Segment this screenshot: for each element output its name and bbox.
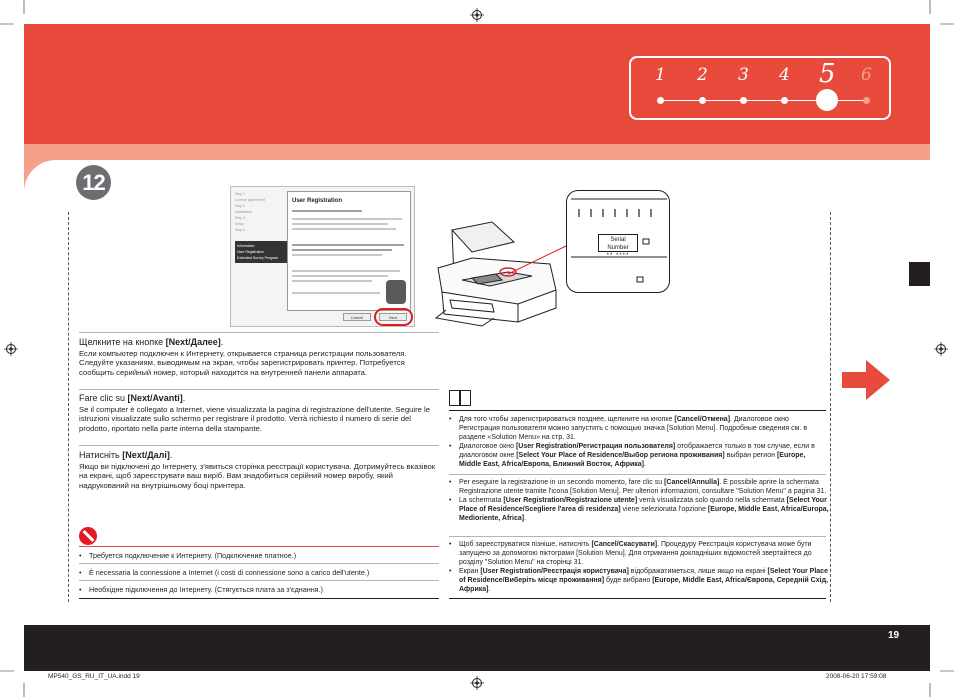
divider bbox=[79, 598, 439, 599]
footer-file-info: MP540_GS_RU_IT_UA.indd 19 bbox=[48, 673, 140, 680]
sidebar-selected-group bbox=[235, 241, 287, 263]
step-number-badge: 12 bbox=[76, 165, 111, 200]
step-5-current: 5 bbox=[819, 59, 836, 89]
footer-timestamp: 2008-06-20 17:59:08 bbox=[826, 673, 887, 680]
sidebar-item: Installation bbox=[235, 210, 252, 214]
step-4: 4 bbox=[779, 65, 790, 85]
page-number: 19 bbox=[888, 630, 900, 641]
divider bbox=[79, 546, 439, 547]
dashed-guide bbox=[68, 212, 69, 602]
blurred-text bbox=[292, 280, 372, 282]
instruction-body: Se il computer è collegato a Internet, viene visualizzata la pagina di registrazione dell'utente. Seguire le istruzioni visualizzate sullo schermo per registrare il prodotto. Verrà richiesto il numero di serie del prodotto, riportato nella parte interna della stampante. bbox=[79, 405, 431, 433]
instruction-body: Якщо ви підключені до Інтернету, з'явиться сторінка реєстрації користувача. Дотримуйтесь вказівок на екрані, щоб зареєструвати ваш виріб. Вам знадобиться серійний номер виробу, який надрукований на внутрішньому боці принтера. bbox=[79, 462, 436, 490]
warning-item: • Требуется подключение к Интернету. (Подключение платное.) bbox=[79, 551, 297, 560]
divider bbox=[79, 580, 439, 581]
instruction-heading: Fare clic su [Next/Avanti]. bbox=[79, 393, 186, 403]
blurred-text bbox=[292, 292, 380, 294]
callout-line bbox=[500, 244, 570, 284]
instruction-it bbox=[79, 393, 439, 433]
blurred-text bbox=[292, 228, 396, 230]
step-dot bbox=[699, 97, 706, 104]
instruction-ua bbox=[79, 450, 439, 490]
warning-item: • Необхідне підключення до Інтернету. (Стягується плата за з'єднання.) bbox=[79, 585, 323, 594]
warning-item: • È necessaria la connessione a Internet (i costi di connessione sono a carico dell'utente.) bbox=[79, 568, 370, 577]
step-dot bbox=[740, 97, 747, 104]
serial-number-value: ** **** bbox=[606, 253, 630, 259]
note-item: • Для того чтобы зарегистрироваться позднее, щелкните на кнопке [Cancel/Отмена]. Диалоговое окно Регистрация пользователя можно запустить с помощью значка [Solution Menu]. Подробные сведения см. в разделе «Solution Menu» на стр. 31. bbox=[449, 415, 829, 442]
blurred-text bbox=[292, 249, 392, 251]
divider bbox=[79, 332, 439, 333]
dialog-sidebar bbox=[235, 191, 287, 321]
divider bbox=[449, 474, 826, 475]
dashed-guide bbox=[830, 212, 831, 602]
serial-number-title: Serial Number bbox=[607, 237, 629, 251]
instruction-heading: Щелкните на кнопке [Next/Далее]. bbox=[79, 337, 224, 347]
note-item: • Per eseguire la registrazione in un secondo momento, fare clic su [Cancel/Annulla]. È possibile aprire la schermata Registrazione utente tramite l'icona [Solution Menu]. Per ulteriori informazioni, consultare "Solution Menu" a pagina 31. bbox=[449, 478, 829, 496]
sidebar-item: User Registration bbox=[237, 250, 265, 254]
note-item: • La schermata [User Registration/Registrazione utente] verrà visualizzata solo quando nella schermata [Select Your Place of Residence/Scegliere l'area di residenza] viene selezionata l'opzione [Europe, Middle East, Africa/Europa, Medioriente, Africa]. bbox=[449, 496, 829, 523]
blurred-text bbox=[292, 275, 388, 277]
sidebar-item: Setup bbox=[235, 222, 245, 226]
prohibited-icon bbox=[79, 527, 97, 545]
note-item: • Щоб зареєструватися пізніше, натисніть [Cancel/Скасувати]. Процедуру Реєстрація користувача може бути запущено за допомогою піктограми [Solution Menu]. Для отримання докладніших відомостей звертайтеся до розділу "Solution Menu" на сторінці 31. bbox=[449, 540, 829, 567]
sidebar-item: Step 1 bbox=[235, 192, 246, 196]
divider bbox=[79, 445, 439, 446]
note-it bbox=[449, 478, 829, 523]
blurred-text bbox=[292, 210, 362, 212]
instruction-heading: Натисніть [Next/Далі]. bbox=[79, 450, 173, 460]
divider bbox=[79, 563, 439, 564]
cancel-button[interactable]: Cancel bbox=[343, 313, 371, 321]
blurred-text bbox=[292, 270, 400, 272]
serial-number-panel bbox=[566, 190, 670, 293]
step-indicator bbox=[629, 56, 891, 120]
step-3: 3 bbox=[738, 65, 749, 85]
next-button[interactable]: Next bbox=[379, 313, 407, 321]
instruction-ru bbox=[79, 337, 439, 377]
dialog-illustration bbox=[386, 280, 406, 304]
step-dot bbox=[781, 97, 788, 104]
blurred-text bbox=[292, 218, 402, 220]
divider bbox=[79, 389, 439, 390]
user-registration-dialog bbox=[230, 186, 415, 327]
dialog-title: User Registration bbox=[292, 198, 343, 204]
sidebar-item: Step 2 bbox=[235, 204, 246, 208]
dialog-content bbox=[287, 191, 411, 311]
step-1: 1 bbox=[655, 65, 666, 85]
step-dot-current bbox=[816, 89, 838, 111]
serial-number-label bbox=[598, 234, 638, 259]
divider bbox=[449, 536, 826, 537]
step-dot bbox=[657, 97, 664, 104]
blurred-text bbox=[292, 254, 382, 256]
next-page-arrow-icon bbox=[842, 360, 890, 400]
note-item: • Диалоговое окно [User Registration/Регистрация пользователя] отображается только в том случае, если в диалоговом окне [Select Your Place of Residence/Выбор региона проживания] выбран регион [Europe, Middle East, Africa/Европа, Ближний Восток, Африка]. bbox=[449, 442, 829, 469]
sidebar-item: License Agreement bbox=[235, 198, 265, 202]
note-ru bbox=[449, 415, 829, 469]
footer-bar bbox=[24, 625, 930, 671]
blurred-text bbox=[292, 223, 388, 225]
sidebar-item: Information bbox=[237, 244, 255, 248]
note-icon bbox=[449, 390, 471, 406]
sidebar-item: Extended Survey Program bbox=[237, 256, 279, 260]
section-tab bbox=[909, 262, 930, 286]
step-2: 2 bbox=[697, 65, 708, 85]
divider bbox=[449, 598, 826, 599]
sidebar-item: Step 3 bbox=[235, 216, 246, 220]
sidebar-item: Step 4 bbox=[235, 228, 246, 232]
step-dot bbox=[863, 97, 870, 104]
note-item: • Екран [User Registration/Реєстрація користувача] відображатиметься, лише якщо на екрані [Select Your Place of Residence/Виберіть місце проживання] буде вибрано [Europe, Middle East, Africa/Європа, Середній Схід, Африка]. bbox=[449, 567, 829, 594]
note-ua bbox=[449, 540, 829, 594]
instruction-body: Если компьютер подключен к Интернету, открывается страница регистрации пользователя. Следуйте указаниям, выводимым на экран, чтобы зарегистрировать принтер. Потребуется сообщить серийный номер, который находится на внутренней панели аппарата. bbox=[79, 349, 407, 377]
blurred-text bbox=[292, 244, 404, 246]
next-button-highlight bbox=[374, 308, 413, 326]
step-6: 6 bbox=[861, 65, 872, 85]
divider bbox=[449, 410, 826, 411]
